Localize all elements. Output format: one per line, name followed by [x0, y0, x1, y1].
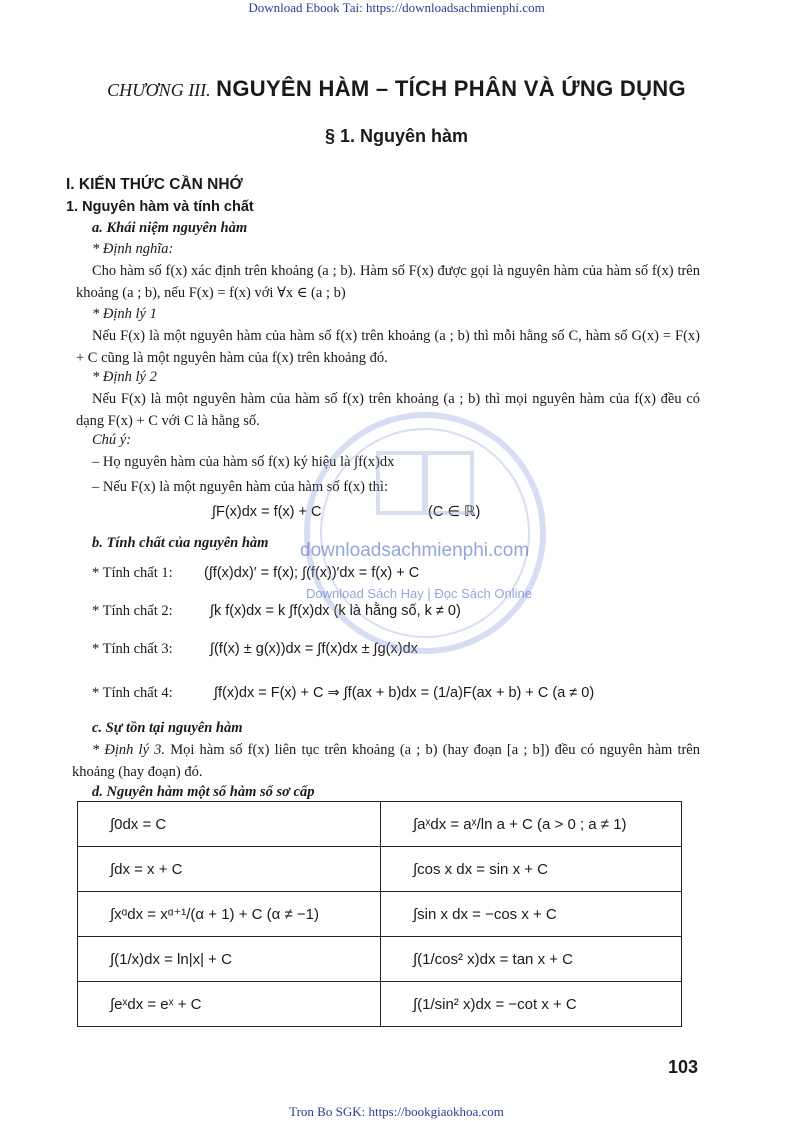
note-item-2: – Nếu F(x) là một nguyên hàm của hàm số f(x) thì:	[92, 479, 388, 495]
property-4-label: * Tính chất 4:	[92, 685, 173, 701]
section-title: § 1. Nguyên hàm	[324, 126, 469, 146]
page-number: 103	[668, 1057, 699, 1077]
property-2-label: * Tính chất 2:	[92, 603, 173, 619]
table-row	[78, 802, 682, 847]
note-item-1: – Họ nguyên hàm của hàm số f(x) ký hiệu là ∫f(x)dx	[92, 454, 395, 470]
theorem-1-label: * Định lý 1	[92, 306, 157, 322]
property-3-formula: ∫(f(x) ± g(x))dx = ∫f(x)dx ± ∫g(x)dx	[210, 641, 418, 657]
theorem-3-text: Mọi hàm số f(x) liên tục trên khoảng (a ; b) (hay đoạn [a ; b]) đều có nguyên hàm trên khoảng (hay đoạn) đó.	[72, 742, 700, 780]
part-title: I. KIẾN THỨC CẦN NHỚ	[66, 176, 243, 193]
table-cell: ∫sin x dx = −cos x + C	[381, 892, 682, 937]
table-cell: ∫(1/sin² x)dx = −cot x + C	[381, 982, 682, 1027]
note-formula: ∫F(x)dx = f(x) + C	[212, 504, 322, 520]
property-1-formula: (∫f(x)dx)′ = f(x); ∫(f(x))′dx = f(x) + C	[204, 565, 420, 581]
heading-b: b. Tính chất của nguyên hàm	[92, 535, 269, 551]
theorem-2-text: Nếu F(x) là một nguyên hàm của hàm số f(x) trên khoảng (a ; b) thì mọi nguyên hàm của f(x) đều có dạng F(x) + C với C là hằng số.	[76, 391, 700, 429]
chapter-prefix: CHƯƠNG III.	[107, 80, 211, 100]
note-formula-condition: (C ∈ ℝ)	[428, 504, 481, 520]
table-cell: ∫(1/cos² x)dx = tan x + C	[381, 937, 682, 982]
table-cell: ∫eˣdx = eˣ + C	[78, 982, 381, 1027]
subsection-title: 1. Nguyên hàm và tính chất	[66, 199, 254, 215]
theorem-3	[72, 739, 700, 783]
definition-text: Cho hàm số f(x) xác định trên khoảng (a ; b). Hàm số F(x) được gọi là nguyên hàm của hàm số f(x) trên khoảng (a ; b), nếu F(x) = f(x) với ∀x ∈ (a ; b)	[76, 263, 700, 301]
watermark-tagline: Download Sách Hay | Đọc Sách Online	[306, 586, 532, 601]
property-3-label: * Tính chất 3:	[92, 641, 173, 657]
property-4-formula: ∫f(x)dx = F(x) + C ⇒ ∫f(ax + b)dx = (1/a)F(ax + b) + C (a ≠ 0)	[214, 685, 595, 701]
theorem-2-label: * Định lý 2	[92, 369, 157, 385]
note-label: Chú ý:	[92, 432, 132, 448]
table-cell: ∫cos x dx = sin x + C	[381, 847, 682, 892]
chapter-heading: NGUYÊN HÀM – TÍCH PHÂN VÀ ỨNG DỤNG	[216, 76, 686, 101]
property-1-label: * Tính chất 1:	[92, 565, 173, 581]
table-cell: ∫xᵅdx = xᵅ⁺¹/(α + 1) + C (α ≠ −1)	[78, 892, 381, 937]
watermark-site: downloadsachmienphi.com	[300, 540, 530, 561]
table-row	[78, 892, 682, 937]
header-download-link[interactable]: Download Ebook Tai: https://downloadsachmienphi.com	[248, 0, 545, 15]
footer-link[interactable]: Tron Bo SGK: https://bookgiaokhoa.com	[289, 1104, 504, 1119]
definition-label: * Định nghĩa:	[92, 241, 174, 257]
watermark-logo-icon	[300, 408, 550, 658]
antiderivative-table	[77, 801, 682, 1027]
table-row	[78, 847, 682, 892]
theorem-3-label: * Định lý 3.	[92, 742, 166, 758]
table-row	[78, 982, 682, 1027]
theorem-1-text: Nếu F(x) là một nguyên hàm của hàm số f(x) trên khoảng (a ; b) thì mỗi hằng số C, hàm số G(x) = F(x) + C cũng là một nguyên hàm của f(x) trên khoảng đó.	[76, 328, 700, 366]
heading-d: d. Nguyên hàm một số hàm số sơ cấp	[92, 784, 315, 800]
table-cell: ∫aˣdx = aˣ/ln a + C (a > 0 ; a ≠ 1)	[381, 802, 682, 847]
heading-c: c. Sự tồn tại nguyên hàm	[92, 720, 243, 736]
chapter-title	[0, 76, 793, 102]
property-2-formula: ∫k f(x)dx = k ∫f(x)dx (k là hằng số, k ≠ 0)	[210, 603, 461, 619]
table-cell: ∫0dx = C	[78, 802, 381, 847]
table-cell: ∫dx = x + C	[78, 847, 381, 892]
table-row	[78, 937, 682, 982]
table-cell: ∫(1/x)dx = ln|x| + C	[78, 937, 381, 982]
heading-a: a. Khái niệm nguyên hàm	[92, 220, 248, 236]
